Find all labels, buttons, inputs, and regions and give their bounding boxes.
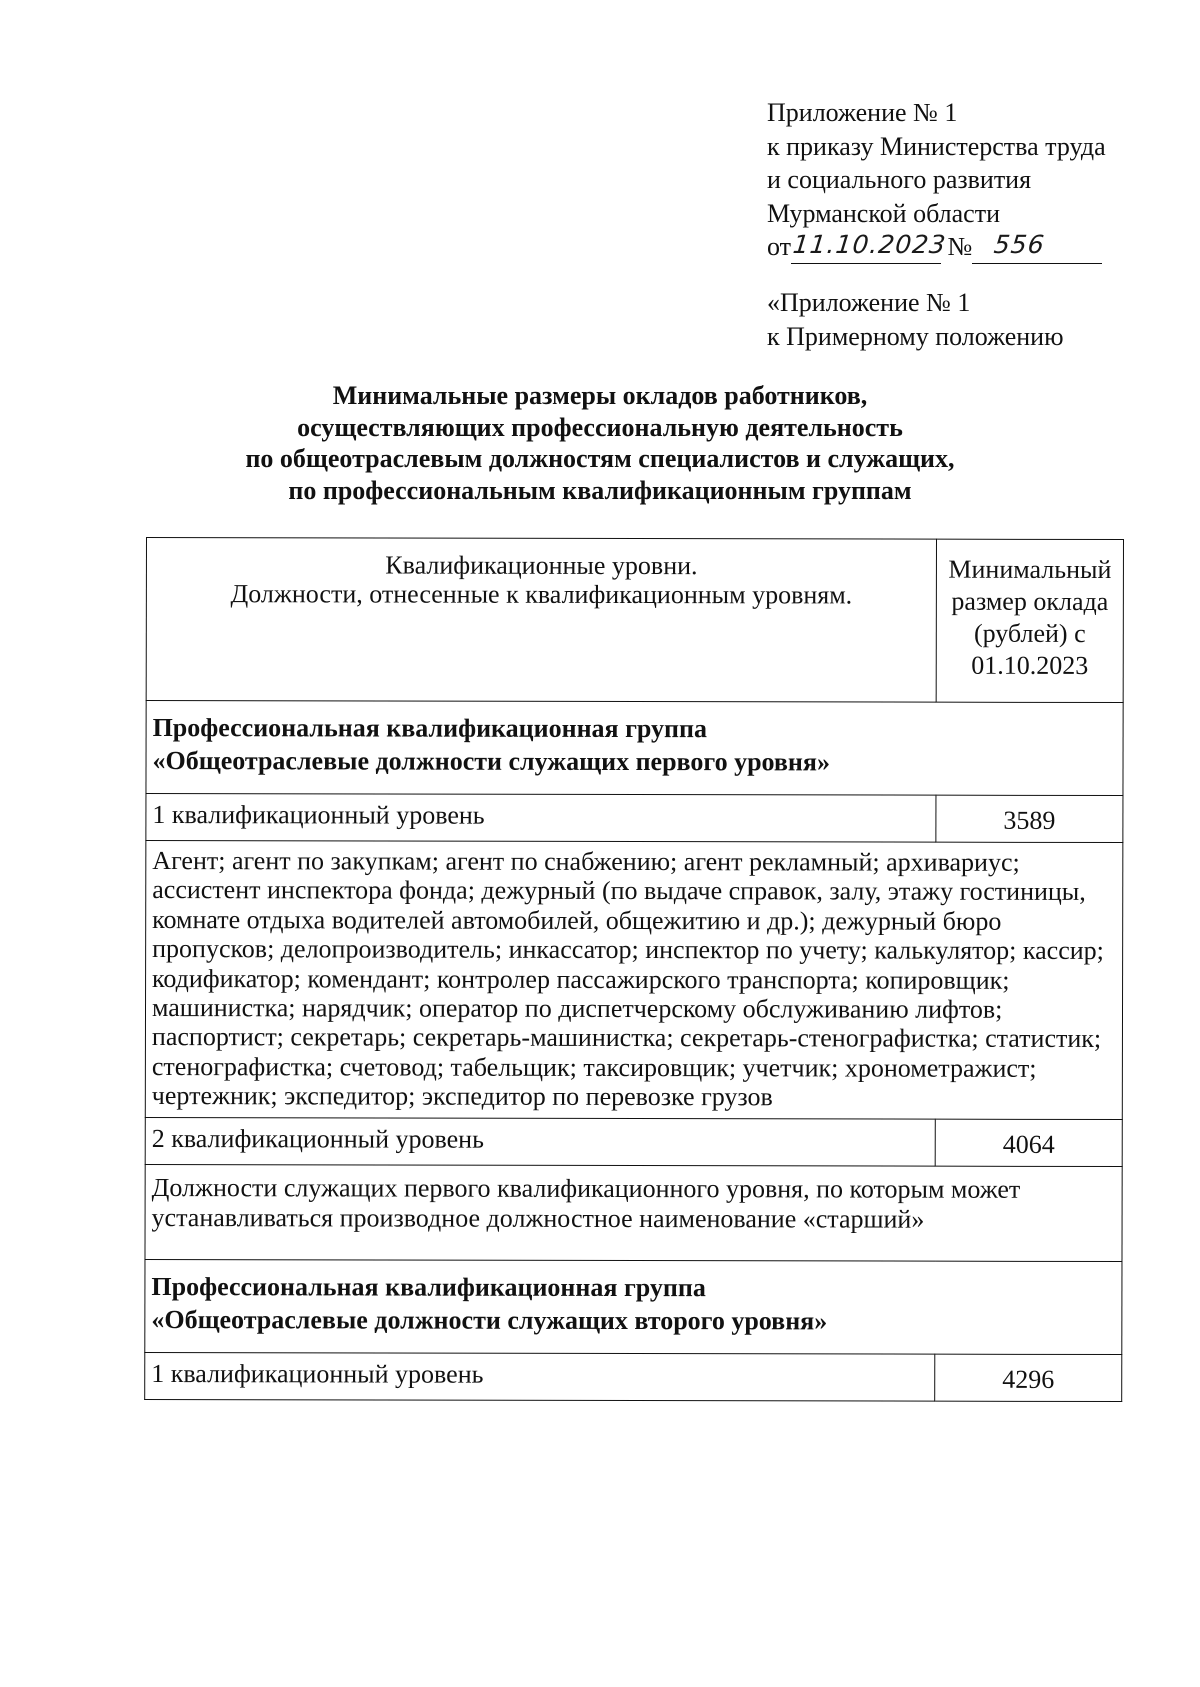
group-1-level-2-label: 2 квалификационный уровень xyxy=(145,1117,935,1166)
appendix-number: Приложение № 1 xyxy=(767,98,958,127)
group-1-level-1-label: 1 квалификационный уровень xyxy=(146,794,936,843)
level-row xyxy=(145,1352,1122,1401)
group-1-line-2: «Общеотраслевые должности служащих первого уровня» xyxy=(152,746,831,777)
header-levels-cell xyxy=(146,538,936,703)
number-sign: № xyxy=(947,232,973,261)
number-field xyxy=(972,230,1102,264)
registration-line xyxy=(767,230,1106,264)
level-row xyxy=(145,1117,1122,1166)
from-prefix: от xyxy=(767,232,792,261)
title-line-3: по общеотраслевым должностям специалистов и служащих, xyxy=(245,444,955,473)
appendix-ministry: и социального развития xyxy=(767,165,1032,194)
table-header-row xyxy=(146,538,1123,703)
group-1-level-2-salary: 4064 xyxy=(935,1119,1122,1166)
title-line-2: осуществляющих профессиональную деятельность xyxy=(297,412,903,442)
positions-row xyxy=(145,841,1123,1120)
group-2-line-2: «Общеотраслевые должности служащих второго уровня» xyxy=(151,1304,828,1336)
title-line-4: по профессиональным квалификационным группам xyxy=(288,475,912,505)
header-levels-line-2: Должности, отнесенные к квалификационным уровням. xyxy=(230,579,853,610)
group-2-cell xyxy=(145,1259,1122,1354)
header-salary-cell: Минимальный размер оклада (рублей) с 01.10.2023 xyxy=(936,539,1123,702)
appendix-region: Мурманской области xyxy=(767,198,1000,228)
date-field xyxy=(791,230,948,264)
appendix-order-ref: к приказу Министерства труда xyxy=(767,131,1106,161)
handwritten-date: 11.10.2023 xyxy=(791,230,948,259)
group-row xyxy=(145,1259,1122,1354)
group-2-line-1: Профессиональная квалификационная группа xyxy=(151,1271,706,1302)
group-1-level-2-positions: Должности служащих первого квалификационного уровня, по которым может устанавливаться производное должностное наименование «старший» xyxy=(145,1164,1122,1261)
appendix-to-regulation xyxy=(767,286,1064,353)
group-1-line-1: Профессиональная квалификационная группа xyxy=(152,713,708,744)
group-2-level-1-salary: 4296 xyxy=(935,1354,1122,1401)
appendix-reference xyxy=(767,96,1106,264)
header-levels-line-1: Квалификационные уровни. xyxy=(385,550,698,581)
handwritten-number: 556 xyxy=(992,230,1047,259)
document-title xyxy=(150,380,1050,506)
positions-row xyxy=(145,1164,1122,1261)
group-1-cell xyxy=(146,701,1123,796)
group-2-level-1-label: 1 квалификационный уровень xyxy=(145,1352,935,1401)
group-row xyxy=(146,701,1123,796)
appendix2-number: «Приложение № 1 xyxy=(767,288,971,317)
group-1-level-1-salary: 3589 xyxy=(936,795,1123,842)
title-line-1: Минимальные размеры окладов работников, xyxy=(332,381,868,410)
salary-table xyxy=(144,537,1124,1402)
appendix2-regulation: к Примерному положению xyxy=(767,321,1064,351)
group-1-level-1-positions: Агент; агент по закупкам; агент по снабжению; агент рекламный; архивариус; ассистент инспектора фонда; дежурный (по выдаче справок, залу, этажу гостиницы, комнате отдыха водителей автомобилей, общежитию и др.); дежурный бюро пропусков; делопроизводитель; инкассатор; инспектор по учету; калькулятор; кассир; кодификатор; комендант; контролер пассажирского транспорта; копировщик; машинистка; нарядчик; оператор по диспетчерскому обслуживанию лифтов; паспортист; секретарь; секретарь-машинистка; секретарь-стенографистка; статистик; стенографистка; счетовод; табельщик; таксировщик; учетчик; хронометражист; чертежник; экспедитор; экспедитор по перевозке грузов xyxy=(145,841,1123,1120)
level-row xyxy=(146,794,1123,843)
